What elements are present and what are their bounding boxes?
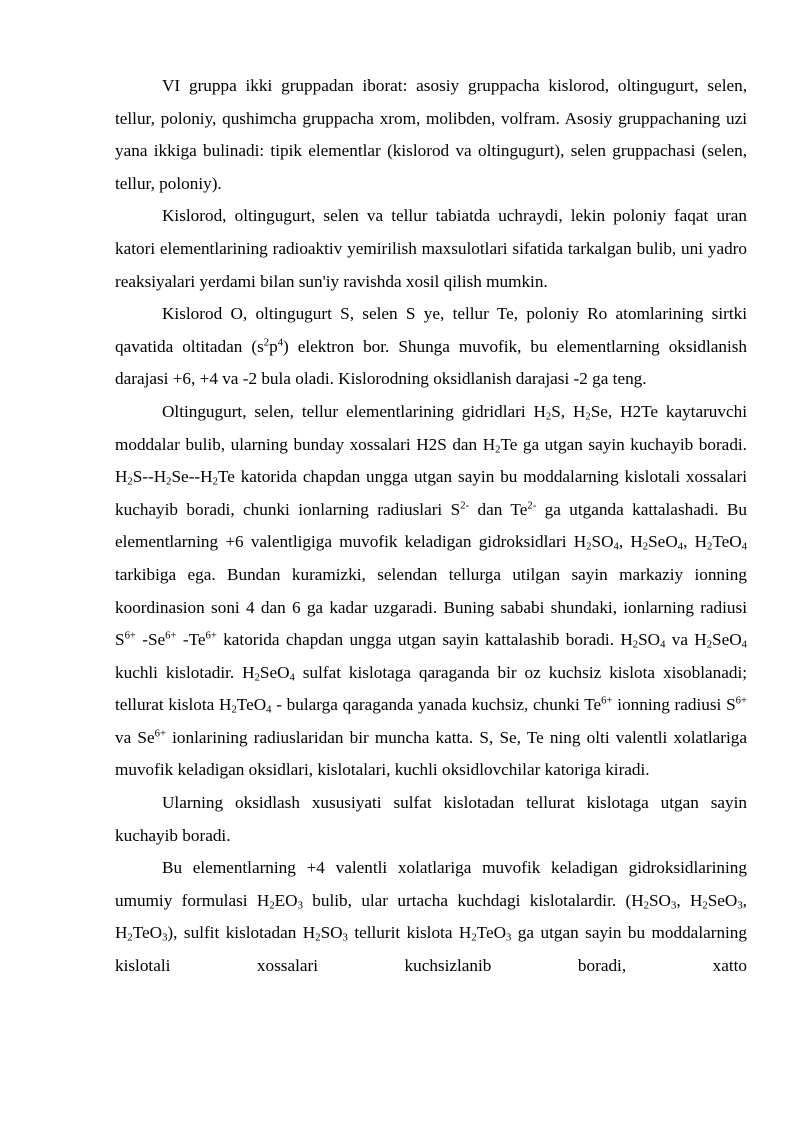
subscript: 3 <box>506 933 512 945</box>
text-run: ga utgan sayin bu moddalarning kislotali xossalari kuchsizlanib boradi, xatto <box>115 923 747 976</box>
text-run: Ularning oksidlash xususiyati sulfat kislotadan tellurat kislotaga utgan sayin kuchayib boradi. <box>115 793 747 845</box>
text-run: -Se <box>135 630 166 650</box>
text-run: Te ga utgan sayin kuchayib boradi. H <box>115 434 747 487</box>
subscript: 2 <box>706 639 713 651</box>
text-run: katorida chapdan ungga utgan sayin kattalashib boradi. H <box>216 630 633 650</box>
text-run: Se--H <box>171 467 213 487</box>
paragraph-4 <box>115 396 747 787</box>
subscript: 4 <box>741 541 748 553</box>
text-run: Te katorida chapdan ungga utgan sayin bu moddalarning kislotali xossalari kuchayib boradi, chunki ionlarning radiuslari S <box>115 467 747 519</box>
text-run: va H <box>665 630 707 650</box>
subscript: 4 <box>741 639 747 651</box>
text-run: va Se <box>115 727 155 747</box>
subscript: 2 <box>231 704 237 716</box>
text-run: , H <box>683 532 708 552</box>
paragraph-2 <box>115 200 747 298</box>
subscript: 4 <box>660 639 666 651</box>
subscript: 2 <box>495 444 501 456</box>
text-run: - bularga qaraganda yanada kuchsiz, chunki Te <box>271 695 602 715</box>
text-run: Oltingugurt, selen, tellur elementlarining gidridlari H <box>162 401 546 421</box>
text-run: TeO <box>132 923 163 943</box>
subscript: 2 <box>127 933 133 945</box>
paragraph-1 <box>115 70 747 200</box>
text-run: , H <box>676 890 703 910</box>
subscript: 2 <box>707 541 713 553</box>
paragraph-3 <box>115 298 747 396</box>
superscript: 2- <box>527 500 537 512</box>
superscript: 6+ <box>124 630 136 642</box>
text-run: TeO <box>712 532 742 552</box>
text-run: ) elektron bor. Shunga muvofik, bu elementlarning oksidlanish darajasi +6, +4 va -2 bula oladi. Kislorodning oksidlanish darajasi -2 ga teng. <box>115 336 747 389</box>
paragraph-6 <box>115 852 747 982</box>
text-run: , H <box>115 890 747 943</box>
text-run: tellurit kislota H <box>347 923 472 943</box>
subscript: 3 <box>737 900 743 912</box>
text-run: ), sulfit kislotadan H <box>167 923 316 943</box>
subscript: 3 <box>297 900 303 912</box>
subscript: 2 <box>585 411 591 423</box>
text-run: Kislorod, oltingugurt, selen va tellur tabiatda uchraydi, lekin poloniy faqat uran katori elementlarining radioaktiv yemirilish maxsulotlari sifatida tarkalgan bulib, uni yadro reaksiyalari yerdami bilan sun'iy ravishda xosil qilish mumkin. <box>115 206 747 291</box>
subscript: 2 <box>471 933 477 945</box>
text-run: VI gruppa ikki gruppadan iborat: asosiy gruppacha kislorod, oltingugurt, selen, tellur, poloniy, qushimcha gruppacha xrom, molibden, volfram. Asosiy gruppachaning uzi yana ikkiga bulinadi: tipik elementlar (kislorod va oltingugurt), selen gruppachasi (selen, tellur, poloniy). <box>115 76 747 193</box>
text-run: dan Te <box>469 499 528 519</box>
subscript: 3 <box>162 933 168 945</box>
document-page <box>115 70 747 983</box>
text-run: SO <box>649 890 671 910</box>
subscript: 2 <box>702 900 708 912</box>
subscript: 3 <box>342 933 348 945</box>
text-run: -Te <box>176 630 206 650</box>
text-run: SeO <box>707 890 738 910</box>
subscript: 2 <box>586 541 592 553</box>
subscript: 2 <box>269 900 275 912</box>
text-run: ionning radiusi S <box>612 695 736 715</box>
text-run: ionlarining radiuslaridan bir muncha katta. S, Se, Te ning olti valentli xolatlariga muvofik keladigan oksidlari, kislotalari, kuchli oksidlovchilar katoriga kiradi. <box>115 727 748 780</box>
subscript: 2 <box>254 672 260 684</box>
text-run: SeO <box>712 630 742 650</box>
text-run: EO <box>274 890 298 910</box>
text-run: tarkibiga ega. Bundan kuramizki, selendan tellurga utilgan sayin markaziy ionning koordinasion soni 4 dan 6 ga kadar uzgaradi. Buning sababi shundaki, ionlarning radiusi S <box>115 564 747 650</box>
subscript: 2 <box>166 476 172 488</box>
text-run: p <box>269 336 278 356</box>
text-run: SO <box>320 923 343 943</box>
text-run: , H <box>618 532 643 552</box>
subscript: 2 <box>315 933 321 945</box>
text-run: bulib, ular urtacha kuchdagi kislotalardir. (H <box>302 890 644 910</box>
subscript: 2 <box>642 541 649 553</box>
text-run: TeO <box>236 695 267 715</box>
text-run: Se, H2Te kaytaruvchi moddalar bulib, ularning bunday xossalari H2S dan H <box>115 401 747 454</box>
text-run: SO <box>638 630 661 650</box>
superscript: 6+ <box>154 728 166 740</box>
subscript: 2 <box>643 900 649 912</box>
text-run: Bu elementlarning +4 valentli xolatlariga muvofik keladigan gidroksidlarining umumiy formulasi H <box>115 858 747 910</box>
subscript: 2 <box>127 476 133 488</box>
paragraph-5 <box>115 787 747 852</box>
text-run: S, H <box>551 401 586 421</box>
subscript: 3 <box>670 900 677 912</box>
superscript: 2- <box>460 500 470 512</box>
subscript: 2 <box>545 411 552 423</box>
subscript: 4 <box>613 541 619 553</box>
superscript: 4 <box>277 337 284 349</box>
text-run: S--H <box>132 467 167 487</box>
superscript: 6+ <box>165 630 177 642</box>
subscript: 2 <box>212 476 218 488</box>
text-run: TeO <box>476 923 507 943</box>
superscript: 6+ <box>601 695 613 707</box>
subscript: 4 <box>266 704 272 716</box>
superscript: 6+ <box>205 630 217 642</box>
superscript: 2 <box>263 337 270 349</box>
subscript: 4 <box>289 672 295 684</box>
text-run: SO <box>591 532 614 552</box>
subscript: 2 <box>632 639 639 651</box>
text-run: SeO <box>648 532 678 552</box>
superscript: 6+ <box>735 695 747 707</box>
subscript: 4 <box>677 541 684 553</box>
text-run: SeO <box>259 662 290 682</box>
text-run: kuchli kislotadir. H <box>115 662 255 682</box>
text-run: Kislorod O, oltingugurt S, selen S ye, tellur Te, poloniy Ro atomlarining sirtki qavatida oltitadan (s <box>115 304 747 356</box>
text-run: sulfat kislotaga qaraganda bir oz kuchsiz kislota xisoblanadi; tellurat kislota H <box>115 662 747 715</box>
text-run: ga utganda kattalashadi. Bu elementlarning +6 valentligiga muvofik keladigan gidroksidlari H <box>115 499 747 552</box>
